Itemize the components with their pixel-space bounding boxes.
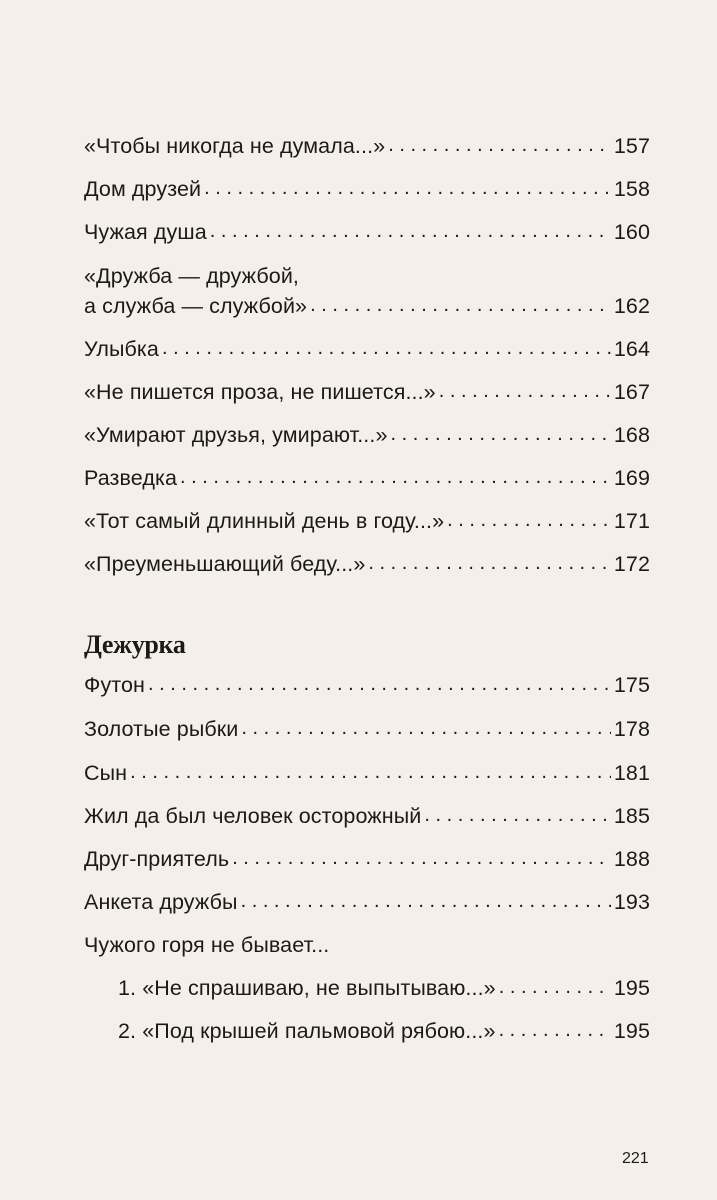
dot-leader bbox=[162, 333, 611, 363]
dot-leader bbox=[210, 216, 611, 246]
toc-entry-title: Друг-приятель bbox=[84, 847, 230, 871]
toc-entry-title: Разведка bbox=[84, 466, 178, 490]
toc-entry-title: Улыбка bbox=[84, 337, 159, 361]
toc-entry-page: 193 bbox=[613, 890, 650, 914]
toc-entry bbox=[84, 261, 650, 321]
toc-entry-title: «Не пишется проза, не пишется...» bbox=[84, 380, 436, 404]
toc-entry-title: 1. «Не спрашиваю, не выпытываю...» bbox=[118, 976, 496, 1000]
dot-leader bbox=[391, 419, 611, 449]
toc-entry-page: 167 bbox=[613, 380, 650, 404]
toc-entry-title: «Тот самый длинный день в году...» bbox=[84, 509, 445, 533]
section-heading: Дежурка bbox=[84, 630, 186, 659]
toc-entry bbox=[84, 506, 650, 536]
dot-leader bbox=[148, 669, 611, 699]
toc-entry-title: Футон bbox=[84, 673, 146, 697]
toc-entry bbox=[84, 334, 650, 364]
toc-entry bbox=[84, 844, 650, 874]
toc-entry-page: 169 bbox=[613, 466, 650, 490]
dot-leader bbox=[241, 886, 611, 916]
toc-sub-entry bbox=[84, 1016, 650, 1046]
dot-leader bbox=[130, 757, 611, 787]
toc-entry bbox=[84, 670, 650, 700]
toc-entry bbox=[84, 463, 650, 493]
toc-entry-page: 185 bbox=[613, 804, 650, 828]
toc-chapter-title: Чужого горя не бывает... bbox=[84, 933, 330, 957]
toc-entry-title: «Умирают друзья, умирают...» bbox=[84, 423, 388, 447]
toc-entry-page: 172 bbox=[613, 552, 650, 576]
toc-entry-title: Жил да был человек осторожный bbox=[84, 804, 422, 828]
toc-entry-page: 162 bbox=[613, 294, 650, 318]
toc-entry bbox=[84, 714, 650, 744]
dot-leader bbox=[439, 376, 611, 406]
toc-entry-title: 2. «Под крышей пальмовой рябою...» bbox=[118, 1019, 496, 1043]
toc-entry-page: 178 bbox=[613, 717, 650, 741]
toc-entry-page: 171 bbox=[613, 509, 650, 533]
toc-entry-title: «Дружба — дружбой, а служба — службой» bbox=[84, 264, 308, 318]
toc-entry-page: 195 bbox=[613, 1019, 650, 1043]
dot-leader bbox=[447, 505, 611, 535]
toc-entry-page: 158 bbox=[613, 177, 650, 201]
dot-leader bbox=[310, 290, 611, 320]
toc-entry bbox=[84, 758, 650, 788]
toc-entry-title: «Преуменьшающий беду...» bbox=[84, 552, 366, 576]
dot-leader bbox=[499, 972, 611, 1002]
toc-entry-page: 168 bbox=[613, 423, 650, 447]
toc-entry bbox=[84, 801, 650, 831]
page-number: 221 bbox=[622, 1150, 649, 1167]
toc-entry bbox=[84, 174, 650, 204]
toc-entry-page: 188 bbox=[613, 847, 650, 871]
toc-entry-title: Чужая душа bbox=[84, 220, 207, 244]
toc-sub-entry bbox=[84, 973, 650, 1003]
table-of-contents bbox=[84, 126, 650, 1046]
dot-leader bbox=[232, 843, 611, 873]
toc-entry-page: 160 bbox=[613, 220, 650, 244]
toc-entry-title: «Чтобы никогда не думала...» bbox=[84, 134, 386, 158]
toc-entry bbox=[84, 131, 650, 161]
dot-leader bbox=[388, 130, 611, 160]
toc-entry bbox=[84, 217, 650, 247]
toc-entry bbox=[84, 887, 650, 917]
dot-leader bbox=[180, 462, 611, 492]
toc-entry-page: 181 bbox=[613, 761, 650, 785]
toc-entry bbox=[84, 549, 650, 579]
dot-leader bbox=[368, 548, 610, 578]
toc-entry-page: 195 bbox=[613, 976, 650, 1000]
toc-entry-title: Анкета дружбы bbox=[84, 890, 238, 914]
toc-entry-title: Дом друзей bbox=[84, 177, 202, 201]
toc-entry-page: 164 bbox=[613, 337, 650, 361]
toc-entry bbox=[84, 420, 650, 450]
toc-chapter-heading bbox=[84, 930, 650, 960]
dot-leader bbox=[241, 713, 610, 743]
toc-entry-title: Сын bbox=[84, 761, 128, 785]
dot-leader bbox=[204, 173, 611, 203]
toc-entry bbox=[84, 377, 650, 407]
toc-entry-title: Золотые рыбки bbox=[84, 717, 239, 741]
dot-leader bbox=[424, 800, 610, 830]
toc-entry-page: 157 bbox=[613, 134, 650, 158]
dot-leader bbox=[499, 1015, 611, 1045]
toc-entry-page: 175 bbox=[613, 673, 650, 697]
